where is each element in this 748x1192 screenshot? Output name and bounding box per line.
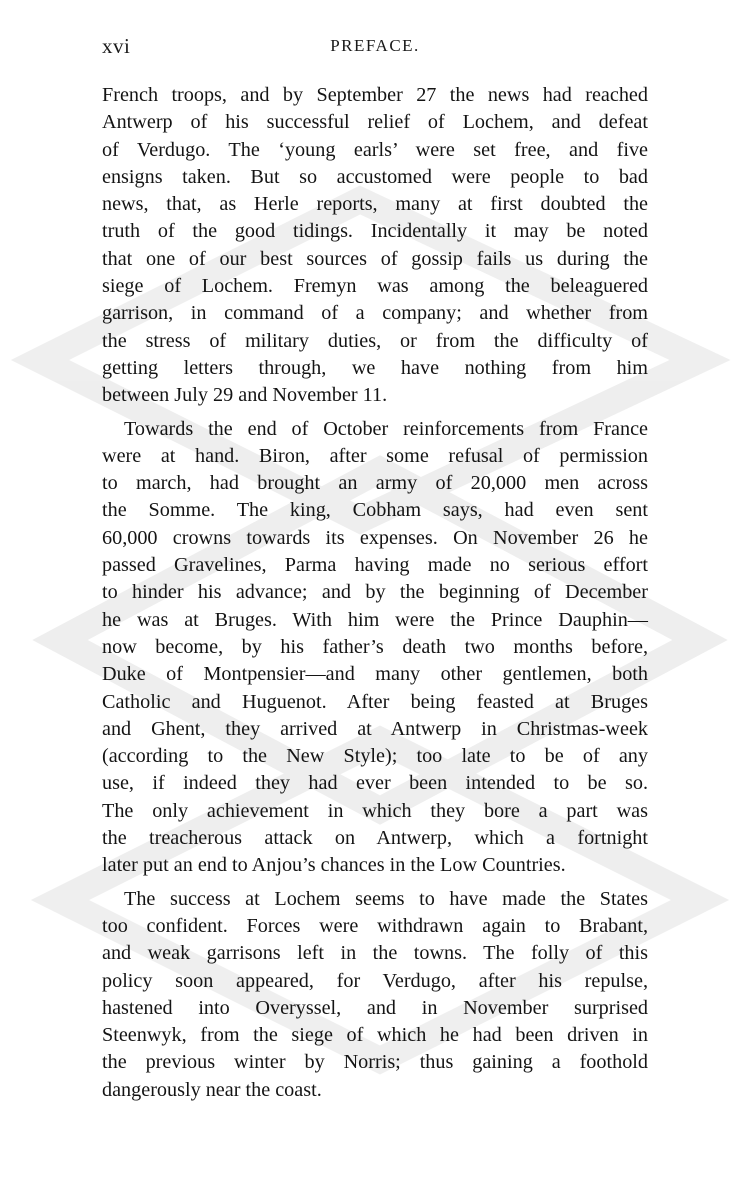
text-line: and Ghent, they arrived at Antwerp in Christmas-week [102,717,648,740]
text-line: Antwerp of his successful relief of Lochem, and defeat [102,111,648,134]
paragraph [102,416,648,880]
text-line: Catholic and Huguenot. After being feasted at Bruges [102,690,648,713]
text-line: of Verdugo. The ‘young earls’ were set free, and five [102,138,648,161]
text-line: the previous winter by Norris; thus gaining a foothold [102,1051,648,1074]
text-line: later put an end to Anjou’s chances in the Low Countries. [102,854,566,877]
text-line: too confident. Forces were withdrawn again to Brabant, [102,914,648,937]
text-line: (according to the New Style); too late to be of any [102,745,648,768]
text-line: the stress of military duties, or from the difficulty of [102,329,648,352]
text-line: 60,000 crowns towards its expenses. On November 26 he [102,526,648,549]
text-line: The only achievement in which they bore a part was [102,799,648,822]
text-line: garrison, in command of a company; and whether from [102,302,648,325]
text-line: Steenwyk, from the siege of which he had been driven in [102,1024,648,1047]
text-line: truth of the good tidings. Incidentally it may be noted [102,220,648,243]
text-line: siege of Lochem. Fremyn was among the beleaguered [102,275,648,298]
running-head [102,34,648,66]
text-line: between July 29 and November 11. [102,384,388,407]
paragraph [102,886,648,1104]
text-line: the treacherous attack on Antwerp, which a fortnight [102,827,648,850]
text-line: to hinder his advance; and by the beginning of December [102,581,648,604]
text-line: that one of our best sources of gossip fails us during the [102,247,648,270]
paragraph [102,82,648,410]
text-line: getting letters through, we have nothing from him [102,356,648,379]
text-line: The success at Lochem seems to have made the States [124,887,648,910]
text-line: and weak garrisons left in the towns. The folly of this [102,942,648,965]
text-line: use, if indeed they had ever been intended to be so. [102,772,648,795]
running-title: PREFACE. [330,36,420,55]
page-number: xvi [102,34,131,58]
text-line: Duke of Montpensier—and many other gentlemen, both [102,663,648,686]
text-line: were at hand. Biron, after some refusal of permission [102,444,648,467]
text-line: policy soon appeared, for Verdugo, after his repulse, [102,969,648,992]
text-line: hastened into Overyssel, and in November surprised [102,996,648,1019]
text-line: now become, by his father’s death two months before, [102,635,648,658]
text-line: the Somme. The king, Cobham says, had even sent [102,499,648,522]
text-line: Towards the end of October reinforcements from France [124,417,648,440]
text-line: French troops, and by September 27 the news had reached [102,84,648,106]
text-line: he was at Bruges. With him were the Prince Dauphin— [102,608,648,631]
text-line: ensigns taken. But so accustomed were people to bad [102,165,648,188]
text-line: passed Gravelines, Parma having made no serious effort [102,554,648,577]
body-text [102,82,648,1104]
text-line: news, that, as Herle reports, many at first doubted the [102,193,648,216]
text-line: to march, had brought an army of 20,000 men across [102,472,648,495]
text-line: dangerously near the coast. [102,1078,322,1101]
